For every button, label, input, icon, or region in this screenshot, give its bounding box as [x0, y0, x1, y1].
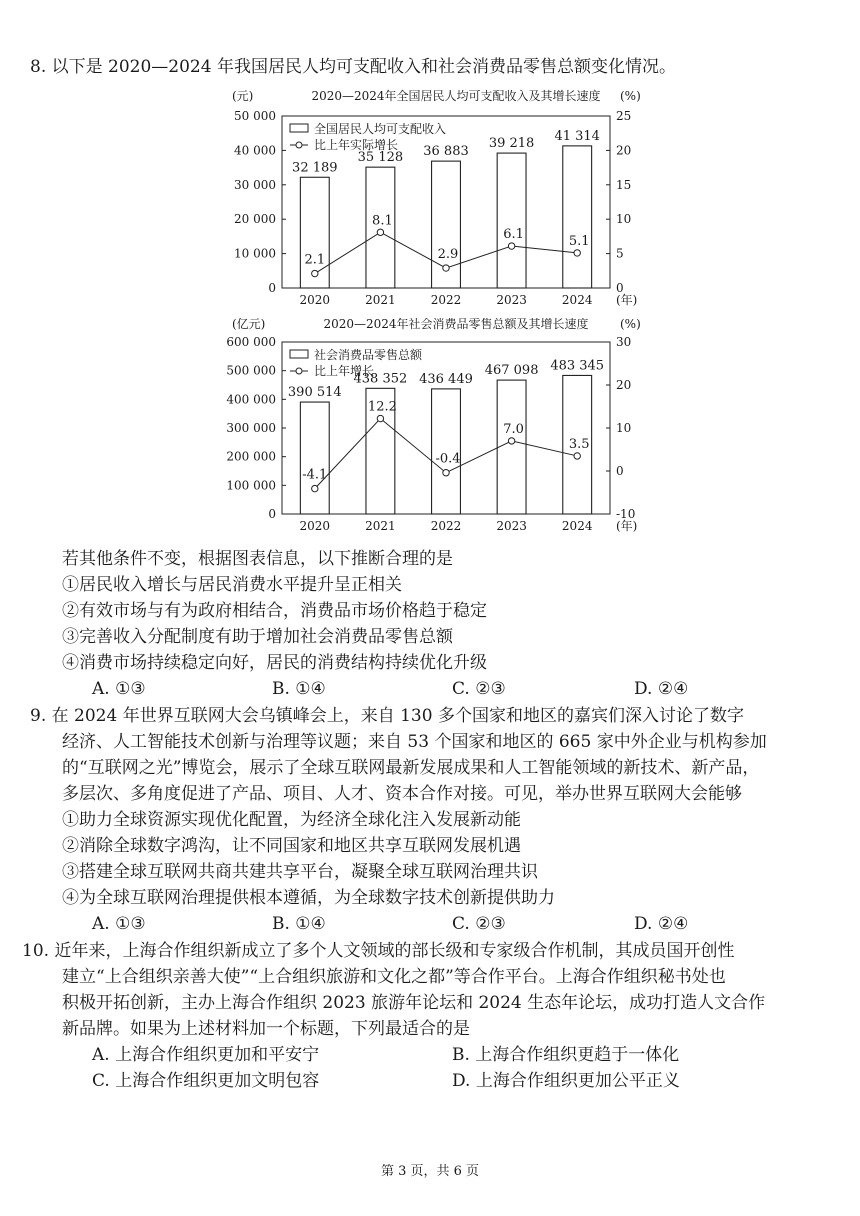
q8-option-c[interactable]: C. ②③: [452, 679, 506, 699]
bar-value-label: 467 098: [484, 363, 539, 379]
x-tick-label: 2021: [365, 519, 396, 533]
bar-value-label: 32 189: [292, 160, 338, 176]
growth-point-2021: [377, 415, 383, 421]
q9-item-3: ③搭建全球互联网共商共建共享平台，凝聚全球互联网治理共识: [62, 862, 538, 882]
y-tick-label: 400 000: [226, 392, 276, 407]
x-tick-label: 2022: [430, 293, 462, 307]
x-tick-label: 2023: [496, 293, 527, 307]
bar-2024: [563, 146, 592, 288]
growth-value-label: -4.1: [302, 467, 328, 483]
q8-option-d[interactable]: D. ②④: [634, 679, 689, 699]
growth-point-2023: [508, 243, 514, 249]
bar-value-label: 436 449: [419, 371, 473, 387]
q10-option-a[interactable]: A. 上海合作组织更加和平安宁: [92, 1045, 320, 1065]
y2-tick-label: 30: [616, 335, 632, 349]
legend-bar-label: 社会消费品零售总额: [314, 348, 423, 362]
x-tick-label: 2020: [299, 519, 331, 533]
growth-value-label: 2.1: [304, 252, 326, 268]
q10-option-b[interactable]: B. 上海合作组织更趋于一体化: [452, 1045, 680, 1065]
x-tick-label: 2021: [365, 293, 396, 307]
legend-bar-label: 全国居民人均可支配收入: [314, 122, 447, 136]
y2-tick-label: -10: [616, 507, 636, 521]
y-tick-label: 300 000: [226, 421, 276, 435]
q9-option-c[interactable]: C. ②③: [452, 914, 506, 934]
bar-2023: [497, 153, 526, 288]
bar-value-label: 35 128: [357, 150, 404, 166]
q10-line-1: 10. 近年来，上海合作组织新成立了多个人文领域的部长级和专家级合作机制，其成员国开创性: [22, 941, 735, 961]
q9-option-b[interactable]: B. ①④: [272, 914, 326, 934]
growth-point-2023: [508, 438, 514, 444]
y2-tick-label: 0: [616, 281, 624, 295]
bar-value-label: 483 345: [550, 358, 605, 374]
bar-value-label: 36 883: [423, 144, 469, 160]
q8-stem: 8. 以下是 2020—2024 年我国居民人均可支配收入和社会消费品零售总额变化情况。: [30, 57, 676, 77]
x-tick-label: 2024: [561, 519, 593, 533]
x-tick-label: 2023: [496, 519, 527, 533]
legend-line-marker: [296, 368, 302, 374]
growth-value-label: -0.4: [435, 451, 461, 467]
growth-value-label: 5.1: [568, 233, 590, 249]
q10-line-3: 积极开拓创新，主办上海合作组织 2023 旅游年论坛和 2024 生态年论坛，成功打造人文合作: [62, 993, 766, 1013]
y2-tick-label: 15: [616, 177, 632, 192]
growth-value-label: 8.1: [372, 213, 393, 229]
q8-option-a[interactable]: A. ①③: [92, 679, 146, 699]
q8-item-1: ①居民收入增长与居民消费水平提升呈正相关: [62, 575, 402, 595]
growth-value-label: 7.0: [503, 421, 524, 437]
bar-value-label: 41 314: [554, 128, 600, 144]
growth-point-2021: [377, 229, 383, 235]
growth-point-2022: [443, 470, 449, 476]
q9-line-1: 9. 在 2024 年世界互联网大会乌镇峰会上，来自 130 多个国家和地区的嘉宾们深入讨论了数字: [30, 706, 744, 726]
y-tick-label: 200 000: [226, 449, 276, 464]
x-axis-unit: (年): [616, 293, 638, 307]
y2-tick-label: 10: [616, 212, 632, 227]
legend-bar-swatch: [290, 124, 308, 132]
q10-option-d[interactable]: D. 上海合作组织更加公平正义: [452, 1071, 680, 1091]
chart-title: 2020—2024年社会消费品零售总额及其增长速度: [323, 318, 589, 331]
growth-point-2022: [443, 265, 449, 271]
q8-item-2: ②有效市场与有为政府相结合，消费品市场价格趋于稳定: [62, 601, 487, 621]
y-tick-label: 600 000: [226, 335, 276, 349]
chart-title: 2020—2024年全国居民人均可支配收入及其增长速度: [311, 89, 601, 103]
q10-option-c[interactable]: C. 上海合作组织更加文明包容: [92, 1071, 320, 1091]
q9-option-a[interactable]: A. ①③: [92, 914, 146, 934]
y-tick-label: 100 000: [226, 478, 276, 493]
q9-option-d[interactable]: D. ②④: [634, 914, 689, 934]
growth-value-label: 3.5: [568, 436, 590, 452]
x-tick-label: 2022: [430, 519, 462, 533]
q10-line-4: 新品牌。如果为上述材料加一个标题，下列最适合的是: [62, 1019, 470, 1039]
y-axis-unit-left: (亿元): [232, 318, 266, 331]
q8-item-4: ④消费市场持续稳定向好，居民的消费结构持续优化升级: [62, 653, 487, 673]
y-tick-label: 50 000: [234, 109, 276, 123]
x-tick-label: 2020: [299, 293, 331, 307]
y-tick-label: 500 000: [226, 363, 276, 378]
q9-item-1: ①助力全球资源实现优化配置，为经济全球化注入发展新动能: [62, 810, 521, 830]
q10-line-2: 建立“上合组织亲善大使”“上合组织旅游和文化之都”等合作平台。上海合作组织秘书处也: [62, 967, 726, 987]
y2-tick-label: 0: [616, 464, 624, 478]
bar-value-label: 438 352: [353, 371, 408, 387]
legend-bar-swatch: [290, 350, 308, 358]
growth-value-label: 6.1: [503, 227, 524, 243]
growth-value-label: 2.9: [437, 247, 459, 263]
y-axis-unit-right: (%): [620, 89, 641, 103]
y2-tick-label: 10: [616, 421, 632, 435]
retail-chart: [0, 318, 860, 558]
y2-tick-label: 20: [616, 378, 632, 392]
growth-point-2020: [312, 485, 318, 491]
y-tick-label: 0: [268, 507, 276, 521]
x-axis-unit: (年): [616, 519, 638, 533]
q9-line-3: 的“互联网之光”博览会，展示了全球互联网最新发展成果和人工智能领域的新技术、新产品，: [62, 758, 760, 778]
growth-point-2024: [574, 453, 580, 459]
y-tick-label: 20 000: [234, 212, 276, 227]
bar-value-label: 39 218: [488, 136, 535, 152]
growth-value-label: 12.2: [367, 399, 397, 415]
legend-line-label: 比上年增长: [314, 364, 375, 378]
legend-line-label: 比上年实际增长: [314, 138, 399, 152]
bar-value-label: 390 514: [287, 385, 342, 401]
y-axis-unit-left: (元): [232, 89, 254, 103]
y-tick-label: 40 000: [234, 143, 276, 158]
y-tick-label: 0: [268, 281, 276, 295]
y-tick-label: 10 000: [234, 246, 276, 261]
q9-item-4: ④为全球互联网治理提供根本遵循，为全球数字技术创新提供助力: [62, 888, 555, 908]
growth-point-2024: [574, 250, 580, 256]
bar-2020: [300, 402, 329, 514]
q9-item-2: ②消除全球数字鸿沟，让不同国家和地区共享互联网发展机遇: [62, 836, 521, 856]
page-footer: 第 3 页，共 6 页: [380, 1164, 480, 1179]
y-tick-label: 30 000: [234, 177, 276, 192]
growth-point-2020: [312, 270, 318, 276]
x-tick-label: 2024: [561, 293, 593, 307]
q8-option-b[interactable]: B. ①④: [272, 679, 326, 699]
bar-2023: [497, 380, 526, 514]
legend-line-marker: [296, 142, 302, 148]
y2-tick-label: 20: [616, 143, 632, 158]
y-axis-unit-right: (%): [620, 318, 641, 331]
q8-after-chart: 若其他条件不变，根据图表信息，以下推断合理的是: [62, 549, 453, 569]
q9-line-4: 多层次、多角度促进了产品、项目、人才、资本合作对接。可见，举办世界互联网大会能够: [62, 784, 742, 804]
y2-tick-label: 5: [616, 246, 624, 261]
q8-item-3: ③完善收入分配制度有助于增加社会消费品零售总额: [62, 627, 453, 647]
y2-tick-label: 25: [616, 109, 632, 123]
q9-line-2: 经济、人工智能技术创新与治理等议题；来自 53 个国家和地区的 665 家中外企业与机构参加: [62, 732, 767, 752]
